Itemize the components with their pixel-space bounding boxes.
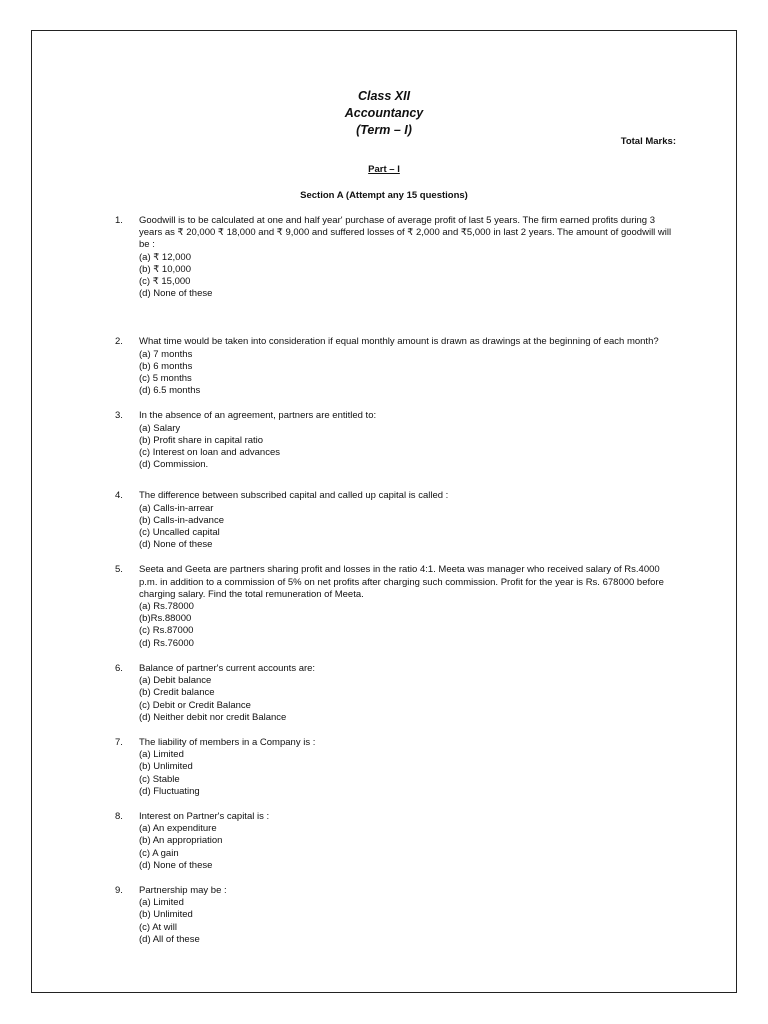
- option-b: (b) Unlimited: [139, 909, 193, 921]
- question-number: 8.: [115, 810, 123, 822]
- question-text: Balance of partner's current accounts are:: [139, 662, 316, 674]
- question-number: 5.: [115, 564, 123, 576]
- question-5: [115, 564, 675, 649]
- option-c: (c) Interest on loan and advances: [139, 447, 281, 459]
- option-a: (a) Limited: [139, 897, 184, 909]
- question-9: [115, 885, 675, 946]
- option-b: (b) Profit share in capital ratio: [139, 434, 264, 446]
- option-d: (d) 6.5 months: [139, 385, 201, 397]
- question-text: Seeta and Geeta are partners sharing profit and losses in the ratio 4:1. Meeta was manager who received salary of Rs.4000 p.m. in addition to a commission of 5% on net profits after charging such commission. Profit for the year is Rs. 678000 before charging salary. Find the total remuneration of Meeta.: [139, 564, 664, 600]
- option-d: (d) None of these: [139, 539, 213, 551]
- question-2: [115, 336, 675, 397]
- question-3: [115, 410, 675, 471]
- option-d: (d) Commission.: [139, 459, 209, 471]
- option-b: (b) Unlimited: [139, 761, 193, 773]
- section-heading: Section A (Attempt any 15 questions): [300, 190, 468, 201]
- title-subject: Accountancy: [344, 106, 424, 120]
- option-c: (c) Rs.87000: [139, 625, 194, 637]
- option-d: (d) Neither debit nor credit Balance: [139, 711, 287, 723]
- option-d: (d) None of these: [139, 859, 213, 871]
- question-text: What time would be taken into consideration if equal monthly amount is drawn as drawings at the beginning of each month?: [139, 336, 659, 348]
- option-a: (a) Debit balance: [139, 675, 212, 687]
- option-a: (a) 7 months: [139, 348, 193, 360]
- option-d: (d) Rs.76000: [139, 637, 194, 649]
- option-a: (a) Calls-in-arrear: [139, 502, 214, 514]
- question-number: 1.: [115, 215, 123, 226]
- option-c: (c) Stable: [139, 773, 180, 785]
- option-b: (b) 6 months: [139, 360, 193, 372]
- option-a: (a) Limited: [139, 749, 184, 761]
- question-text: The liability of members in a Company is :: [139, 736, 316, 748]
- option-b: (b) Credit balance: [139, 687, 215, 699]
- option-a: (a) Rs.78000: [139, 601, 194, 613]
- option-c: (c) At will: [139, 921, 177, 933]
- question-8: [115, 811, 675, 872]
- question-1: [115, 215, 675, 300]
- question-text: The difference between subscribed capital and called up capital is called :: [139, 490, 449, 502]
- option-b: (b) ₹ 10,000: [139, 263, 191, 275]
- question-number: 2.: [115, 336, 123, 348]
- option-c: (c) Debit or Credit Balance: [139, 699, 251, 711]
- question-list: [115, 215, 675, 946]
- option-c: (c) Uncalled capital: [139, 527, 220, 539]
- title-block: [0, 88, 768, 139]
- option-c: (c) A gain: [139, 847, 179, 859]
- question-number: 3.: [115, 410, 123, 422]
- option-a: (a) ₹ 12,000: [139, 251, 191, 263]
- option-d: (d) None of these: [139, 288, 213, 300]
- option-d: (d) All of these: [139, 933, 200, 945]
- question-text: Goodwill is to be calculated at one and half year' purchase of average profit of last 5 years. The firm earned profits during 3 years as ₹ 20,000 ₹ 18,000 and ₹ 9,000 and suffered losses of ₹ 2,000 and ₹5,000 in last 2 years. The amount of goodwill will be :: [139, 215, 672, 251]
- question-number: 7.: [115, 736, 123, 748]
- option-b: (b)Rs.88000: [139, 613, 192, 625]
- question-number: 6.: [115, 662, 123, 674]
- option-b: (b) Calls-in-advance: [139, 514, 225, 526]
- question-6: [115, 663, 675, 724]
- option-b: (b) An appropriation: [139, 835, 223, 847]
- option-c: (c) 5 months: [139, 373, 192, 385]
- part-heading: Part – I: [368, 164, 400, 175]
- option-d: (d) Fluctuating: [139, 785, 200, 797]
- question-number: 9.: [115, 884, 123, 896]
- question-text: Interest on Partner's capital is :: [139, 810, 270, 822]
- question-text: In the absence of an agreement, partners are entitled to:: [139, 410, 377, 422]
- option-c: (c) ₹ 15,000: [139, 276, 191, 288]
- title-class: Class XII: [357, 89, 411, 103]
- question-7: [115, 737, 675, 798]
- total-marks: Total Marks:: [620, 136, 676, 147]
- question-number: 4.: [115, 490, 123, 502]
- question-text: Partnership may be :: [139, 884, 227, 896]
- question-4: [115, 490, 675, 551]
- option-a: (a) An expenditure: [139, 823, 217, 835]
- option-a: (a) Salary: [139, 422, 181, 434]
- title-term: (Term – I): [356, 123, 412, 137]
